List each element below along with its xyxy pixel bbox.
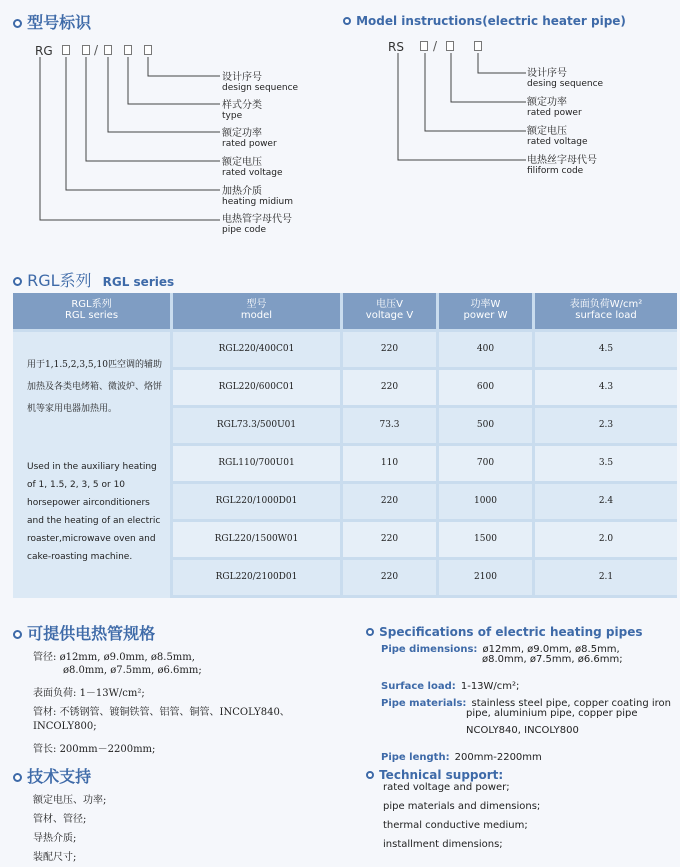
support-en-item-0: rated voltage and power; bbox=[383, 782, 510, 793]
cell-model: RGL220/1000D01 bbox=[173, 484, 340, 519]
support-en-heading bbox=[366, 764, 503, 783]
description-en: Used in the auxiliary heating of 1, 1.5, 2, 3, 5 or 10 horsepower airconditioners and the heating of an electric roaster,microwave oven and cake-roasting machine. bbox=[27, 462, 161, 562]
cell-power: 1500 bbox=[439, 522, 532, 557]
cell-load: 3.5 bbox=[535, 446, 677, 481]
spec-cn-load: 表面负荷: 1－13W/cm²; bbox=[33, 688, 145, 699]
model-en-label-1: 额定功率 rated power bbox=[527, 97, 582, 118]
spec-cn-dim: 管径: ø12mm, ø9.0mm, ø8.5mm, bbox=[33, 652, 195, 663]
header-surface-load: 表面负荷W/cm² surface load bbox=[535, 293, 677, 329]
spec-en-dim: Pipe dimensions: ø12mm, ø9.0mm, ø8.5mm, bbox=[381, 644, 620, 655]
cell-voltage: 220 bbox=[343, 370, 436, 405]
support-cn-item-1: 管材、管径; bbox=[33, 814, 87, 825]
rgl-heading bbox=[13, 268, 174, 291]
support-cn-item-0: 额定电压、功率; bbox=[33, 795, 107, 806]
spec-en-load: Surface load: 1-13W/cm²; bbox=[381, 681, 520, 692]
header-model: 型号 model bbox=[173, 293, 340, 329]
model-cn-label-1: 样式分类 type bbox=[222, 100, 262, 121]
spec-cn-material-2: INCOLY800; bbox=[33, 721, 97, 732]
cell-power: 500 bbox=[439, 408, 532, 443]
spec-en-material-3: NCOLY840, INCOLY800 bbox=[466, 725, 579, 736]
bullet-icon bbox=[13, 630, 22, 639]
cell-power: 400 bbox=[439, 332, 532, 367]
cell-load: 2.3 bbox=[535, 408, 677, 443]
model-cn-label-4: 加热介质 heating midium bbox=[222, 186, 294, 207]
spec-en-material: Pipe materials: stainless steel pipe, copper coating iron bbox=[381, 698, 671, 709]
cell-voltage: 220 bbox=[343, 560, 436, 595]
spec-cn-length: 管长: 200mm－2200mm; bbox=[33, 744, 156, 755]
cell-power: 600 bbox=[439, 370, 532, 405]
model-en-prefix: RS bbox=[388, 40, 404, 54]
bullet-icon bbox=[13, 277, 22, 286]
model-cn-title: 型号标识 bbox=[27, 13, 92, 32]
bullet-icon bbox=[366, 771, 374, 779]
model-en-heading bbox=[343, 10, 626, 29]
cell-model: RGL220/1500W01 bbox=[173, 522, 340, 557]
model-cn-label-2: 额定功率 rated power bbox=[222, 128, 277, 149]
cell-power: 700 bbox=[439, 446, 532, 481]
header-voltage: 电压V voltage V bbox=[343, 293, 436, 329]
cell-model: RGL110/700U01 bbox=[173, 446, 340, 481]
model-cn-label-3: 额定电压 rated voltage bbox=[222, 157, 283, 178]
spec-en-material-2: pipe, aluminium pipe, copper pipe bbox=[466, 708, 638, 719]
model-cn-label-5: 电热管字母代号 pipe code bbox=[222, 214, 292, 235]
spec-cn-title: 可提供电热管规格 bbox=[27, 624, 156, 643]
rgl-table bbox=[13, 293, 677, 598]
cell-load: 2.1 bbox=[535, 560, 677, 595]
rgl-title-en: RGL series bbox=[102, 275, 175, 289]
support-cn-heading bbox=[13, 764, 91, 787]
bullet-icon bbox=[13, 773, 22, 782]
description-cn: 用于1,1.5,2,3,5,10匹空调的辅助加热及各类电烤箱、微波炉、烙饼机等家用电器加热用。 bbox=[27, 360, 163, 414]
model-en-label-0: 设计序号 desing sequence bbox=[527, 68, 604, 89]
spec-cn-heading bbox=[13, 621, 155, 644]
cell-load: 2.4 bbox=[535, 484, 677, 519]
bullet-icon bbox=[343, 17, 351, 25]
model-en-label-2: 额定电压 rated voltage bbox=[527, 126, 588, 147]
support-en-item-1: pipe materials and dimensions; bbox=[383, 801, 541, 812]
series-description bbox=[13, 332, 170, 598]
cell-voltage: 220 bbox=[343, 332, 436, 367]
support-cn-item-3: 装配尺寸; bbox=[33, 852, 77, 863]
spec-cn-material: 管材: 不锈钢管、镀铜铁管、铝管、铜管、INCOLY840、 bbox=[33, 707, 290, 718]
support-en-item-3: installment dimensions; bbox=[383, 839, 503, 850]
cell-power: 1000 bbox=[439, 484, 532, 519]
model-en-title: Model instructions(electric heater pipe) bbox=[356, 14, 626, 28]
cell-load: 4.5 bbox=[535, 332, 677, 367]
model-en-leader-lines bbox=[380, 40, 530, 180]
support-en-title: Technical support: bbox=[379, 768, 504, 782]
spec-en-title: Specifications of electric heating pipes bbox=[379, 625, 643, 639]
spec-en-length: Pipe length: 200mm-2200mm bbox=[381, 752, 542, 763]
cell-voltage: 110 bbox=[343, 446, 436, 481]
header-power: 功率W power W bbox=[439, 293, 532, 329]
rgl-title-cn: RGL系列 bbox=[27, 271, 92, 290]
model-cn-label-0: 设计序号 design sequence bbox=[222, 72, 299, 93]
cell-voltage: 220 bbox=[343, 484, 436, 519]
model-en-label-3: 电热丝字母代号 filiform code bbox=[527, 155, 597, 176]
bullet-icon bbox=[366, 628, 374, 636]
support-cn-title: 技术支持 bbox=[27, 767, 92, 786]
cell-load: 2.0 bbox=[535, 522, 677, 557]
header-series: RGL系列 RGL series bbox=[13, 293, 170, 329]
cell-voltage: 73.3 bbox=[343, 408, 436, 443]
spec-cn-dim-2: ø8.0mm, ø7.5mm, ø6.6mm; bbox=[63, 665, 202, 676]
support-en-item-2: thermal conductive medium; bbox=[383, 820, 528, 831]
cell-model: RGL73.3/500U01 bbox=[173, 408, 340, 443]
support-cn-item-2: 导热介质; bbox=[33, 833, 77, 844]
cell-model: RGL220/400C01 bbox=[173, 332, 340, 367]
cell-model: RGL220/2100D01 bbox=[173, 560, 340, 595]
cell-load: 4.3 bbox=[535, 370, 677, 405]
spec-en-dim-2: ø8.0mm, ø7.5mm, ø6.6mm; bbox=[482, 654, 623, 665]
model-cn-leader-lines bbox=[0, 0, 240, 240]
cell-model: RGL220/600C01 bbox=[173, 370, 340, 405]
cell-power: 2100 bbox=[439, 560, 532, 595]
cell-voltage: 220 bbox=[343, 522, 436, 557]
model-cn-prefix: RG bbox=[35, 44, 53, 58]
